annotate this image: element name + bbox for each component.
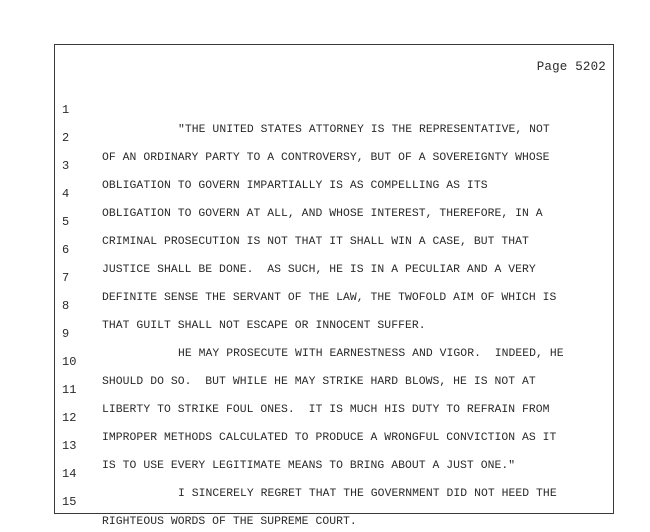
line-text: JUSTICE SHALL BE DONE. AS SUCH, HE IS IN A PECULIAR AND A VERY [102, 264, 536, 276]
line-text: LIBERTY TO STRIKE FOUL ONES. IT IS MUCH HIS DUTY TO REFRAIN FROM [102, 404, 550, 416]
line-text: OBLIGATION TO GOVERN AT ALL, AND WHOSE INTEREST, THEREFORE, IN A [102, 208, 543, 220]
line-number: 5 [62, 215, 70, 229]
line-text: RIGHTEOUS WORDS OF THE SUPREME COURT. [102, 516, 357, 528]
line-number: 3 [62, 159, 70, 173]
line-number: 13 [62, 439, 77, 453]
line-text: OF AN ORDINARY PARTY TO A CONTROVERSY, BUT OF A SOVEREIGNTY WHOSE [102, 152, 550, 164]
line-number: 15 [62, 495, 77, 509]
line-number: 7 [62, 271, 70, 285]
line-text: SHOULD DO SO. BUT WHILE HE MAY STRIKE HARD BLOWS, HE IS NOT AT [102, 376, 536, 388]
line-text: "THE UNITED STATES ATTORNEY IS THE REPRESENTATIVE, NOT [178, 124, 550, 136]
line-number: 6 [62, 243, 70, 257]
line-number: 9 [62, 327, 70, 341]
line-text: HE MAY PROSECUTE WITH EARNESTNESS AND VIGOR. INDEED, HE [178, 348, 564, 360]
line-text: DEFINITE SENSE THE SERVANT OF THE LAW, THE TWOFOLD AIM OF WHICH IS [102, 292, 557, 304]
line-number: 12 [62, 411, 77, 425]
line-number: 2 [62, 131, 70, 145]
transcript-line [0, 80, 550, 136]
line-number: 4 [62, 187, 70, 201]
line-text: IMPROPER METHODS CALCULATED TO PRODUCE A WRONGFUL CONVICTION AS IT [102, 432, 557, 444]
line-text: CRIMINAL PROSECUTION IS NOT THAT IT SHALL WIN A CASE, BUT THAT [102, 236, 529, 248]
line-number: 10 [62, 355, 77, 369]
line-number: 14 [62, 467, 77, 481]
line-number: 8 [62, 299, 70, 313]
line-text: I SINCERELY REGRET THAT THE GOVERNMENT DID NOT HEED THE [178, 488, 557, 500]
line-number: 11 [62, 383, 77, 397]
line-text: IS TO USE EVERY LEGITIMATE MEANS TO BRING ABOUT A JUST ONE." [102, 460, 516, 472]
line-text: OBLIGATION TO GOVERN IMPARTIALLY IS AS COMPELLING AS ITS [102, 180, 488, 192]
line-text: THAT GUILT SHALL NOT ESCAPE OR INNOCENT SUFFER. [102, 320, 426, 332]
page-number: Page 5202 [536, 60, 606, 74]
line-number: 1 [62, 103, 70, 117]
